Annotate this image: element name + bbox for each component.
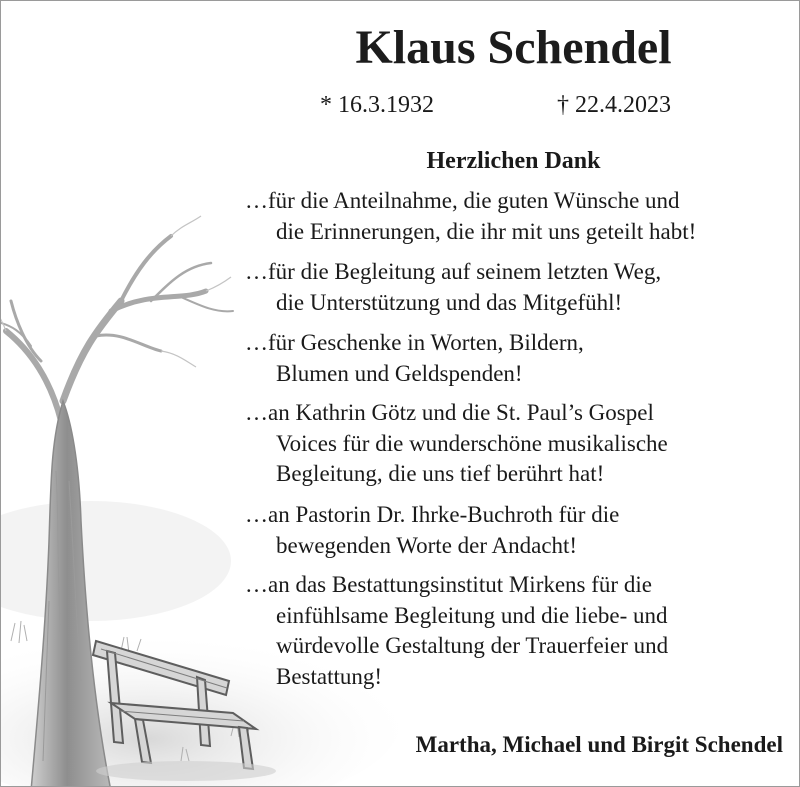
family-signature: Martha, Michael und Birgit Schendel xyxy=(415,732,783,757)
thanks-heading: Herzlichen Dank xyxy=(426,148,601,174)
paragraph-line: bewegenden Worte der Andacht! xyxy=(276,532,578,558)
thanks-paragraph xyxy=(245,186,797,247)
paragraph-line: …an Kathrin Götz und die St. Paul’s Gospel xyxy=(245,400,654,425)
thanks-paragraph xyxy=(245,570,797,692)
thanks-paragraph xyxy=(245,328,797,389)
paragraph-line: Bestattung! xyxy=(276,663,383,689)
thanks-paragraph xyxy=(245,500,797,561)
birth-date: * 16.3.1932 xyxy=(320,92,434,118)
paragraph-line: …für die Begleitung auf seinem letzten Weg, xyxy=(245,259,662,284)
death-date: † 22.4.2023 xyxy=(557,92,671,118)
thanks-paragraph xyxy=(245,398,797,490)
deceased-name: Klaus Schendel xyxy=(355,21,672,74)
paragraph-line: die Erinnerungen, die ihr mit uns geteilt habt! xyxy=(276,218,697,244)
paragraph-line: …für Geschenke in Worten, Bildern, xyxy=(245,330,584,355)
paragraph-line: …an das Bestattungsinstitut Mirkens für die xyxy=(245,572,652,597)
paragraph-line: würdevolle Gestaltung der Trauerfeier und xyxy=(276,633,669,658)
paragraph-line: …an Pastorin Dr. Ihrke-Buchroth für die xyxy=(245,502,620,527)
thanks-paragraph xyxy=(245,257,797,318)
paragraph-line: die Unterstützung und das Mitgefühl! xyxy=(276,289,623,315)
paragraph-line: Blumen und Geldspenden! xyxy=(276,360,523,386)
paragraph-line: Voices für die wunderschöne musikalische xyxy=(276,430,668,456)
paragraph-line: …für die Anteilnahme, die guten Wünsche und xyxy=(245,188,680,213)
paragraph-line: Begleitung, die uns tief berührt hat! xyxy=(276,461,605,486)
paragraph-line: einfühlsame Begleitung und die liebe- und xyxy=(276,602,668,628)
